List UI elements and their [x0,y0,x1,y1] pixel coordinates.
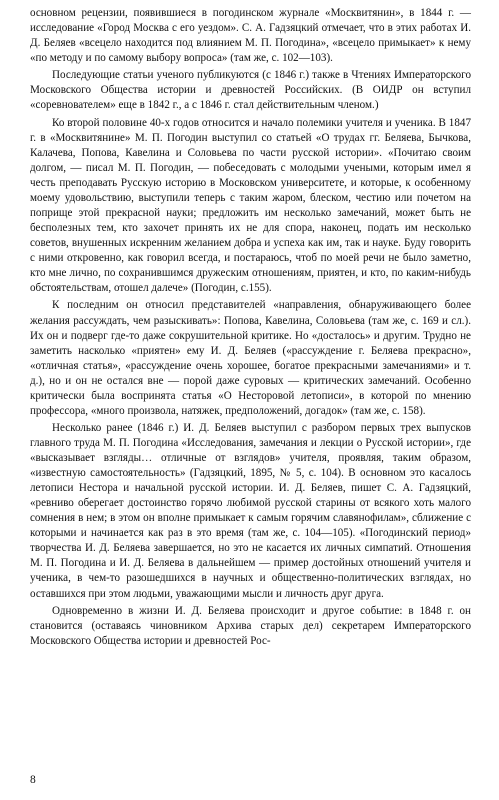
paragraph-2: Последующие статьи ученого публикуются (с 1846 г.) также в Чтениях Императорского Московского Общества истории и древностей Российских. (В ОИДР он вступил «соревнователем» еще в 1842 г., а с 1846 г. стал действительным членом.) [30,69,471,112]
page-number: 8 [30,774,36,786]
paragraph-3: Ко второй половине 40-х годов относится и начало полемики учителя и ученика. В 1847 г. в «Москвитянине» М. П. Погодин выступил со статьей «О трудах гг. Беляева, Бычкова, Калачева, Попова, Кавелина и Соловьева по части русской истории». «Почитаю своим долгом, — писал М. П. Погодин, — побеседовать с молодыми учеными, которым имел я честь преподавать Русскую историю в Московском университете, и которые, к особенному моему удовольствию, выступили теперь с таким жаром, блеском, честию или почетом на поприще этой прекрасной науки; предложить им несколько замечаний, может быть не бесполезных тем, кто захочет принять их не для спора, наконец, подать им несколько советов, внушенных искренним желанием добра и успеха как им, так и науке. Буду говорить с ними откровенно, как говорил всегда, и постараюсь, чтоб по моей речи не было заметно, кто мне лично, по сохранившимся дружеским отношениям, приятен, и кто, по каким-нибудь обстоятельствам, отошел далече» (Погодин, с.155). [30,116,471,295]
paragraph-1: основном рецензии, появившиеся в погодинском журнале «Москвитянин», в 1844 г. — исследование «Город Москва с его уездом». С. А. Гадзяцкий отмечает, что в этих работах И. Д. Беляев «всецело находится под влиянием М. П. Погодина», «всецело примыкает» к нему «по методу и по самому выбору вопроса» (там же, с. 102—103). [30,7,471,65]
paragraph-4: К последним он относил представителей «направления, обнаруживающего более желания рассуждать, чем разыскивать»: Попова, Кавелина, Соловьева (там же, с. 169 и сл.). Их он и подверг где-то даже сокрушительной критике. Но «досталось» и другим. Трудно не заметить насколько «приятен» ему И. Д. Беляев («рассуждение г. Беляева прекрасно», «отличная статья», «рассуждение очень хорошее, богатое прекрасными замечаниями» и т. д.), но и он не остался вне — порой даже суровых — критических замечаний. Особенно критически была воспринята статья «О Несторовой летописи», в которой по мнению профессора, «много произвола, натяжек, предположений, догадок» (там же, с. 158). [30,299,471,417]
paragraph-6: Одновременно в жизни И. Д. Беляева происходит и другое событие: в 1848 г. он становится (оставаясь чиновником Архива старых дел) секретарем Императорского Московского Общества истории и древностей Рос- [30,604,471,647]
page-text [30,6,471,649]
paragraph-5: Несколько ранее (1846 г.) И. Д. Беляев выступил с разбором первых трех выпусков главного труда М. П. Погодина «Исследования, замечания и лекции о Русской истории», где «высказывает взгляды… отличные от взглядов» учителя, проявляя, таким образом, «известную самостоятельность» (Гадзяцкий, 1895, № 5, с. 104). В основном это касалось летописи Нестора и начальной русской истории. И. Д. Беляев, пишет С. А. Гадзяцкий, «ревниво оберегает достоинство горячо любимой русской старины от всякого хоть малого сомнения в нем; в этом он вполне примыкает к самым горячим славянофилам», сближение с которыми и начинается как раз в это время (там же, с. 104—105). «Погодинский период» творчества И. Д. Беляева завершается, но это не касается их личных симпатий. Отношения М. П. Погодина и И. Д. Беляева в дальнейшем — пример достойных отношений учителя и ученика, в чем-то разошедшихся в научных и общественно-политических взглядах, но оставшихся при этом людьми, уважающими мысли и личность друг друга. [30,422,471,600]
